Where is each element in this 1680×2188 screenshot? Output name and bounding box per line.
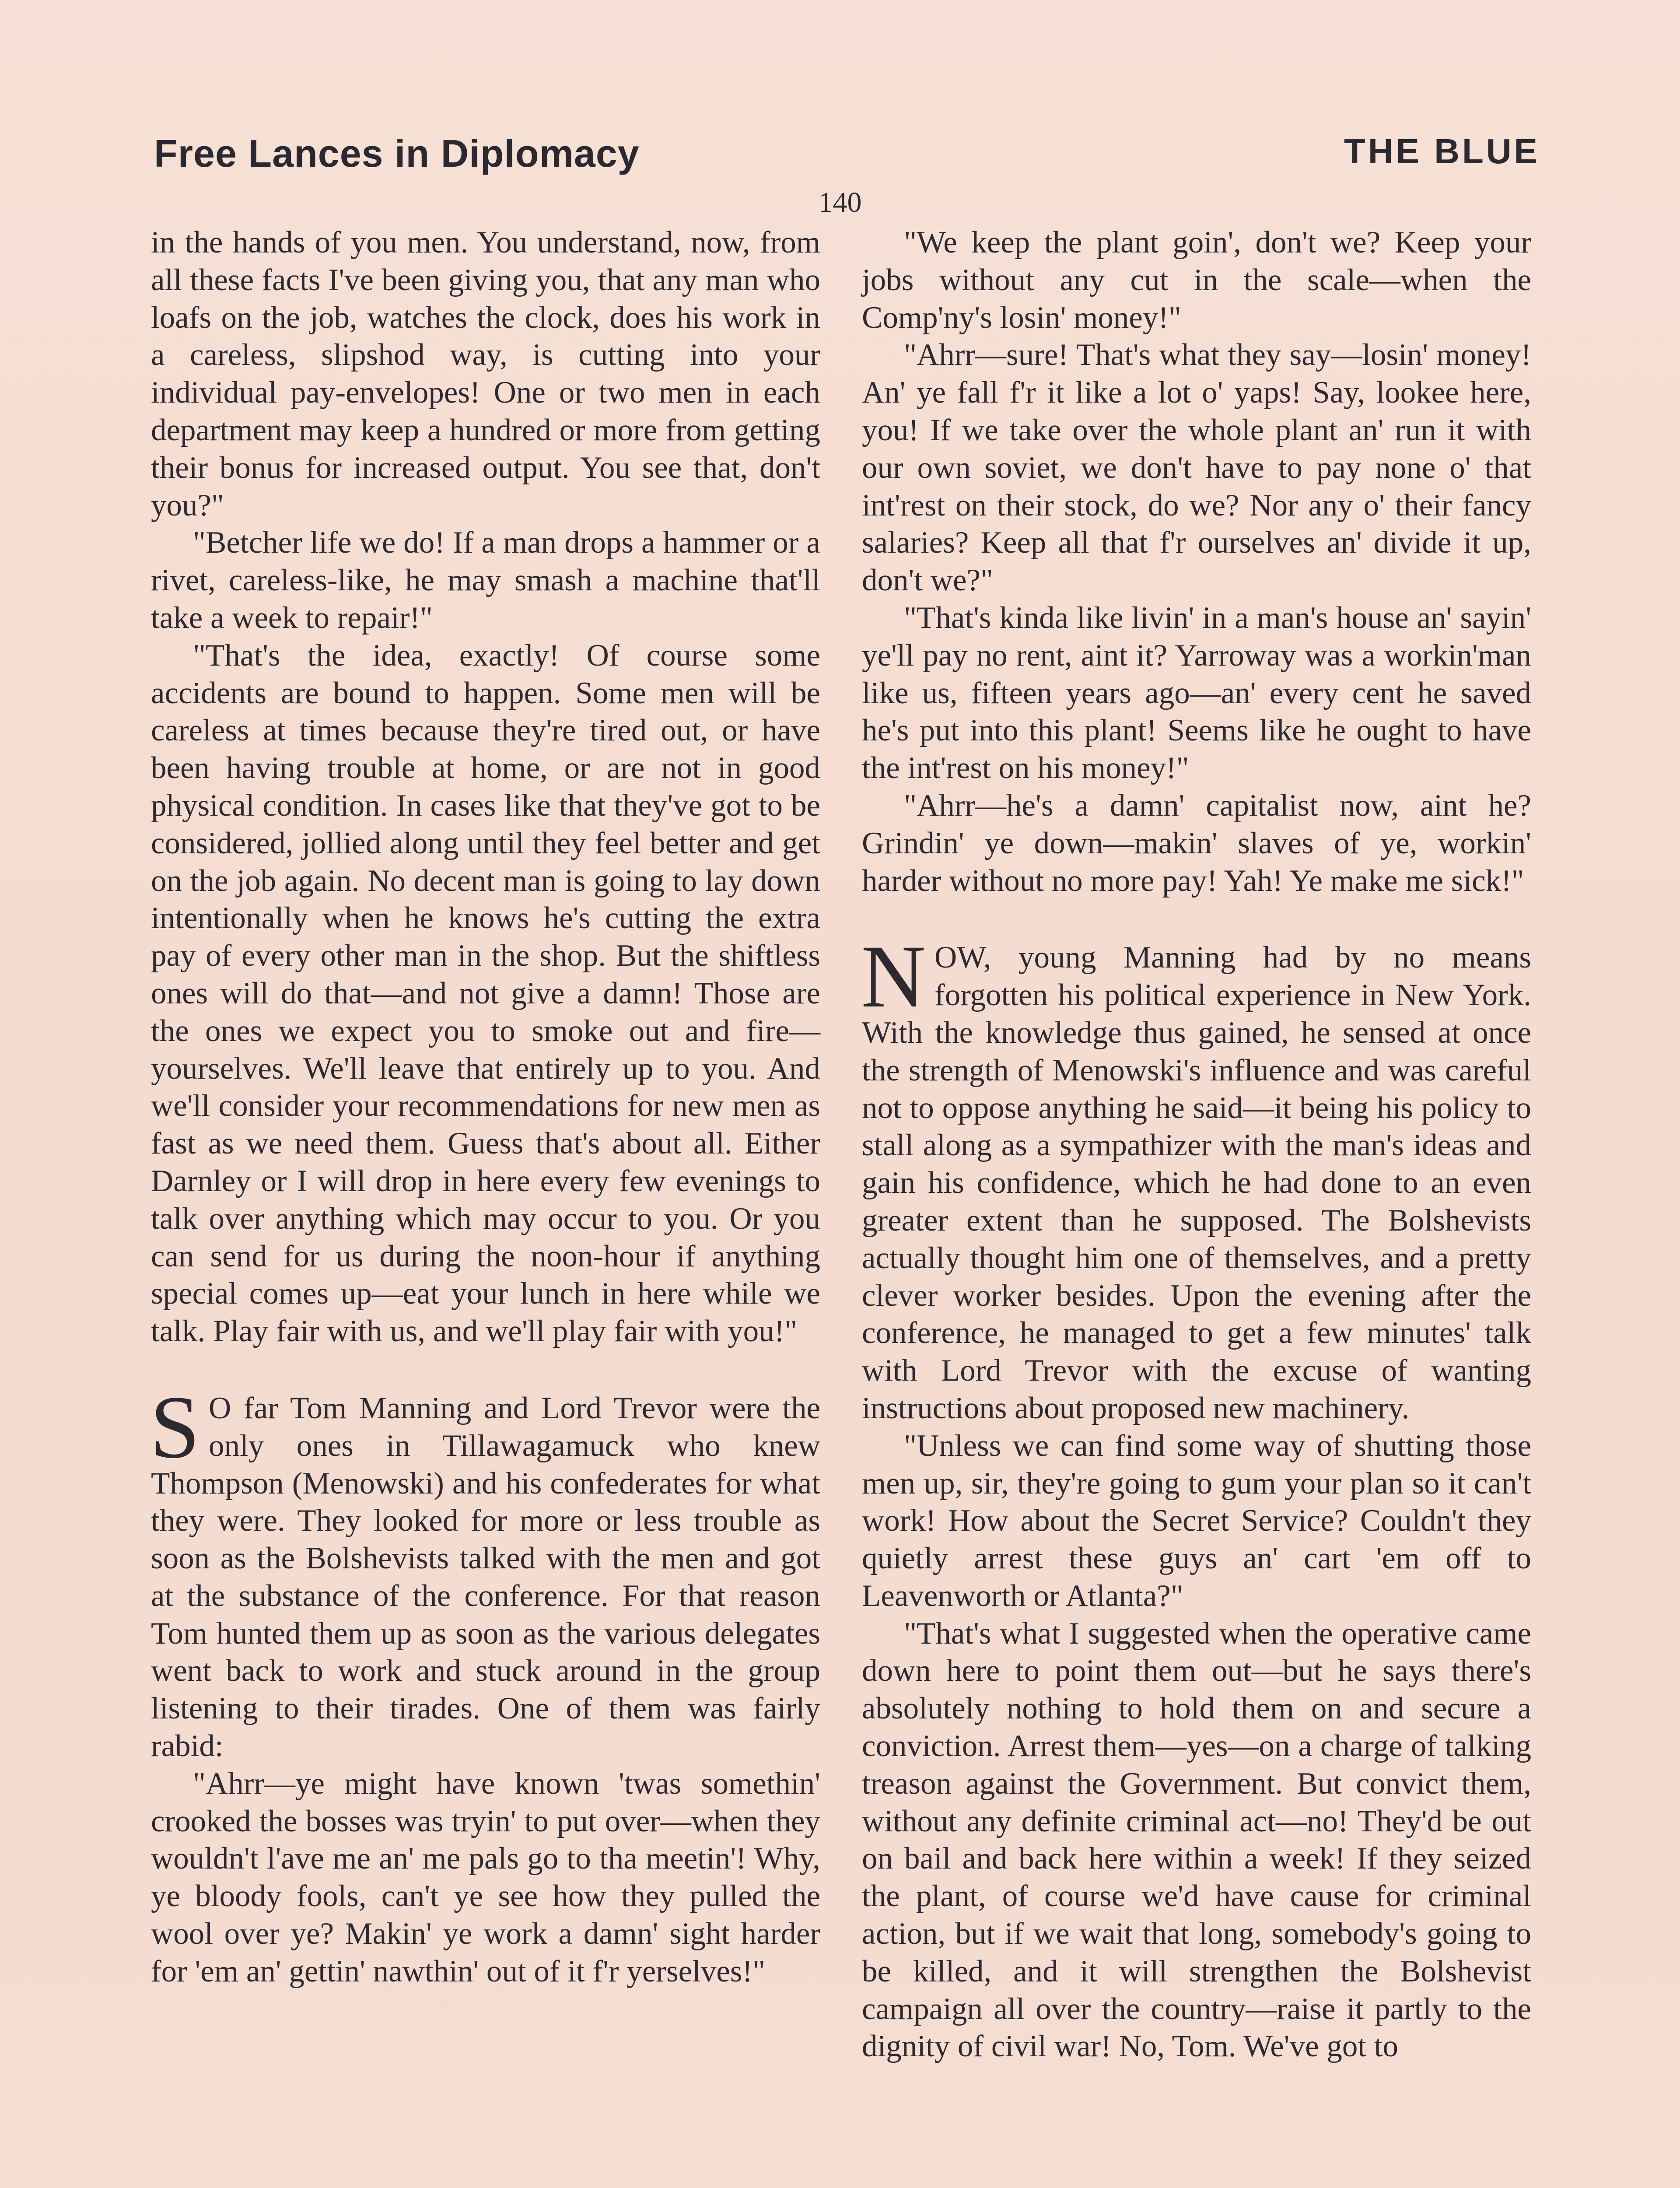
page-number: 140 bbox=[818, 186, 862, 218]
paragraph: "We keep the plant goin', don't we? Keep your jobs without any cut in the scale—when the Comp'ny's losin' money!" bbox=[862, 225, 1531, 335]
drop-cap: N bbox=[861, 927, 926, 1027]
paragraph: "That's kinda like livin' in a man's house an' sayin' ye'll pay no rent, aint it? Yarroway was a workin'man like us, fifteen years ago—an' every cent he saved he's put into this plant! Seems like he ought to have the int'rest on his money!" bbox=[862, 600, 1531, 785]
paragraph: "Unless we can find some way of shutting those men up, sir, they're going to gum your plan so it can't work! How about the Secret Service? Couldn't they quietly arrest these guys an' cart 'em off to Leavenworth or Atlanta?" bbox=[862, 1428, 1531, 1613]
paragraph: "That's what I suggested when the operative came down here to point them out—but he says there's absolutely nothing to hold them on and secure a conviction. Arrest them—yes—on a charge of talking treason against the Government. But convict them, without any definite criminal act—no! They'd be out on bail and back here within a week! If they seized the plant, of course we'd have cause for criminal action, but if we wait that long, somebody's going to be killed, and it will strengthen the Bolshevist campaign all over the country—raise it partly to the dignity of civil war! No, Tom. We've got to bbox=[862, 1616, 1531, 2064]
paragraph-text: O far Tom Manning and Lord Trevor were the only ones in Tillawagamuck who knew Thompson (Menowski) and his confederates for what they were. They looked for more or less trouble as soon as the Bolshevists talked with the men and got at the substance of the conference. For that reason Tom hunted them up as soon as the various delegates went back to work and stuck around in the group listening to their tirades. One of them was fairly rabid: bbox=[151, 1391, 820, 1764]
right-column bbox=[862, 224, 1531, 2065]
paragraph-text: OW, young Manning had by no means forgotten his political experience in New York. With the knowledge thus gained, he sensed at once the strength of Menowski's influence and was careful not to oppose anything he said—it being his policy to stall along as a sympathizer with the man's ideas and gain his confidence, which he had done to an even greater extent than he supposed. The Bolshevists actually thought him one of themselves, and a pretty clever worker besides. Upon the evening after the conference, he managed to get a few minutes' talk with Lord Trevor with the excuse of wanting instructions about proposed new machinery. bbox=[862, 940, 1531, 1425]
paragraph: in the hands of you men. You understand, now, from all these facts I've been giving you, that any man who loafs on the job, watches the clock, does his work in a careless, slipshod way, is cutting into your individual pay-envelopes! One or two men in each department may keep a hundred or more from getting their bonus for increased output. You see that, don't you?" bbox=[151, 225, 820, 522]
section-opening-paragraph bbox=[861, 927, 1531, 1427]
drop-cap: S bbox=[150, 1377, 200, 1477]
paragraph: "Ahrr—ye might have known 'twas somethin' crooked the bosses was tryin' to put over—when they wouldn't l'ave me an' me pals go to tha meetin'! Why, ye bloody fools, can't ye see how they pulled the wool over ye? Makin' ye work a damn' sight harder for 'em an' gettin' nawthin' out of it f'r yerselves!" bbox=[151, 1766, 820, 1988]
story-title: Free Lances in Diplomacy bbox=[154, 132, 640, 175]
magazine-name: THE BLUE bbox=[1344, 132, 1540, 171]
section-break bbox=[862, 900, 1531, 939]
paragraph: "That's the idea, exactly! Of course some accidents are bound to happen. Some men will be careless at times because they're tired out, or have been having trouble at home, or are not in good physical condition. In cases like that they've got to be considered, jollied along until they feel better and get on the job again. No decent man is going to lay down intentionally when he knows he's cutting the extra pay of every other man in the shop. But the shiftless ones will do that—and not give a damn! Those are the ones we expect you to smoke out and fire—yourselves. We'll leave that entirely up to you. And we'll consider your recommendations for new men as fast as we need them. Guess that's about all. Either Darnley or I will drop in here every few evenings to talk over anything which may occur to you. Or you can send for us during the noon-hour if anything special comes up—eat your lunch in here while we talk. Play fair with us, and we'll play fair with you!" bbox=[151, 638, 820, 1349]
section-break bbox=[151, 1350, 820, 1390]
section-opening-paragraph bbox=[150, 1377, 820, 1765]
paragraph: "Betcher life we do! If a man drops a hammer or a rivet, careless-like, he may smash a machine that'll take a week to repair!" bbox=[151, 526, 820, 635]
left-column bbox=[151, 224, 820, 1991]
paragraph: "Ahrr—he's a damn' capitalist now, aint he? Grindin' ye down—makin' slaves of ye, workin' harder without no more pay! Yah! Ye make me sick!" bbox=[862, 788, 1531, 898]
paragraph: "Ahrr—sure! That's what they say—losin' money! An' ye fall f'r it like a lot o' yaps! Say, lookee here, you! If we take over the whole plant an' run it with our own soviet, we don't have to pay none o' that int'rest on their stock, do we? Nor any o' their fancy salaries? Keep all that f'r ourselves an' divide it up, don't we?" bbox=[862, 338, 1531, 598]
